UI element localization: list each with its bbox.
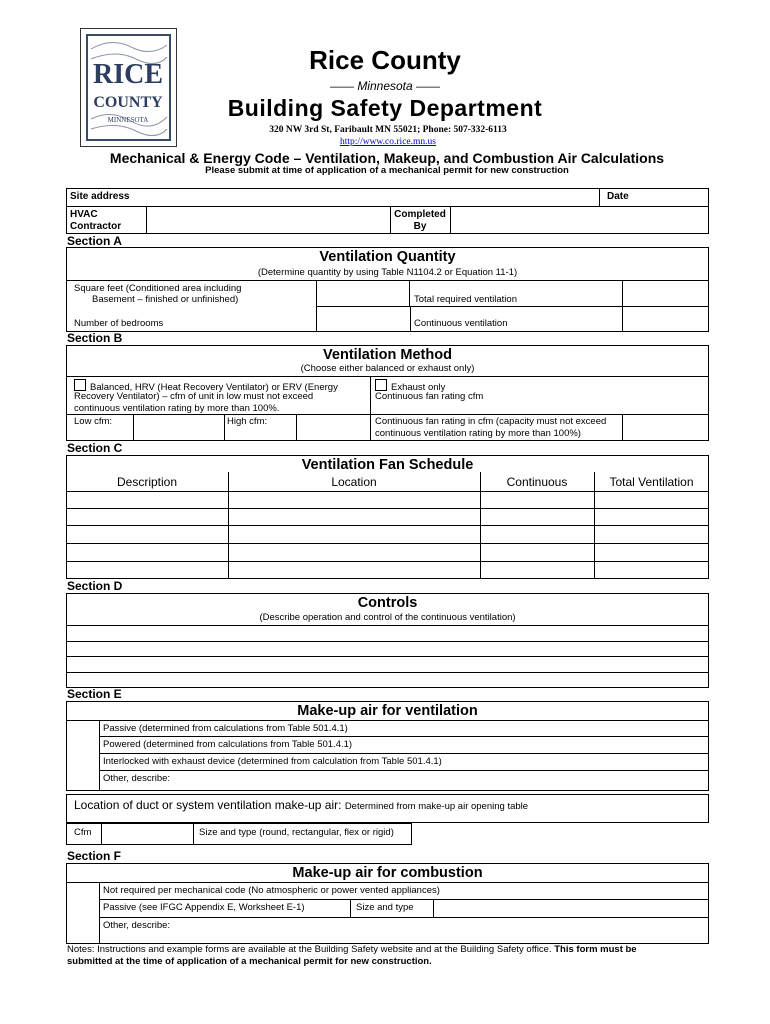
duct-location-field[interactable] bbox=[67, 810, 708, 822]
form-title: Mechanical & Energy Code – Ventilation, Makeup, and Combustion Air Calculations bbox=[109, 150, 665, 166]
passive-option: Passive (determined from calculations from Table 501.4.1) bbox=[103, 723, 348, 734]
table-row[interactable] bbox=[67, 492, 708, 508]
powered-option: Powered (determined from calculations from Table 501.4.1) bbox=[103, 739, 353, 750]
continuous-vent-label: Continuous ventilation bbox=[414, 318, 508, 329]
section-b-title: Ventilation Method bbox=[323, 347, 452, 363]
section-d-label: Section D bbox=[67, 579, 123, 593]
duct-location-note: Determined from make-up air opening table bbox=[344, 801, 529, 812]
interlocked-option: Interlocked with exhaust device (determined from calculation from Table 501.4.1) bbox=[103, 756, 442, 767]
section-a-title: Ventilation Quantity bbox=[319, 249, 456, 265]
section-a-note: (Determine quantity by using Table N1104.2 or Equation 11-1) bbox=[257, 267, 518, 278]
size-type-label: Size and type (round, rectangular, flex or rigid) bbox=[199, 827, 394, 838]
section-c-label: Section C bbox=[67, 441, 123, 455]
controls-description-field[interactable] bbox=[67, 626, 708, 687]
section-e-label: Section E bbox=[67, 687, 122, 701]
completed-by-field[interactable] bbox=[451, 207, 708, 233]
section-d-title: Controls bbox=[357, 595, 418, 611]
section-b-label: Section B bbox=[67, 331, 123, 345]
svg-text:RICE: RICE bbox=[92, 59, 164, 90]
county-seal-icon bbox=[81, 29, 176, 146]
passive-checkbox-cell[interactable] bbox=[67, 721, 98, 736]
county-logo bbox=[80, 28, 177, 147]
total-required-field[interactable] bbox=[622, 281, 709, 307]
by-label: By bbox=[413, 221, 427, 232]
table-row[interactable] bbox=[67, 544, 708, 561]
fan-rating-text-2: continuous ventilation rating by more than 100%) bbox=[375, 428, 581, 439]
website-link[interactable]: http://www.co.rice.mn.us bbox=[340, 137, 436, 147]
sqft-field[interactable] bbox=[316, 281, 410, 307]
department-address: 320 NW 3rd St, Faribault MN 55021; Phone: 507-332-6113 bbox=[269, 125, 507, 135]
date-label: Date bbox=[607, 191, 629, 202]
section-c-title: Ventilation Fan Schedule bbox=[301, 457, 474, 473]
county-name: Rice County bbox=[309, 45, 461, 75]
low-cfm-label: Low cfm: bbox=[74, 416, 113, 427]
other-combustion-field[interactable] bbox=[180, 918, 708, 943]
completed-label: Completed bbox=[394, 209, 446, 220]
section-f-title: Make-up air for combustion bbox=[292, 865, 483, 881]
exhaust-checkbox[interactable] bbox=[375, 379, 387, 391]
not-required-checkbox-cell[interactable] bbox=[67, 883, 98, 899]
contractor-label: Contractor bbox=[70, 221, 122, 232]
low-cfm-field[interactable] bbox=[134, 415, 223, 440]
notes-bold-1: This form must be bbox=[554, 944, 637, 955]
section-d-note: (Describe operation and control of the continuous ventilation) bbox=[259, 612, 516, 623]
notes-bold-2: submitted at the time of application of a mechanical permit for new construction. bbox=[67, 956, 432, 967]
state-label: Minnesota bbox=[357, 79, 413, 93]
site-address-label: Site address bbox=[70, 191, 130, 202]
svg-text:MINNESOTA: MINNESOTA bbox=[107, 116, 149, 124]
continuous-vent-field[interactable] bbox=[623, 307, 708, 331]
state-name bbox=[230, 79, 540, 93]
passive-combustion-option: Passive (see IFGC Appendix E, Worksheet E-1) bbox=[103, 902, 305, 913]
other-combustion-checkbox-cell[interactable] bbox=[67, 918, 98, 943]
exhaust-fan-rating-label: Continuous fan rating cfm bbox=[375, 391, 484, 402]
section-b-note: (Choose either balanced or exhaust only) bbox=[300, 363, 475, 374]
balanced-text-2: Recovery Ventilator) – cfm of unit in low must not exceed bbox=[74, 391, 314, 402]
high-cfm-label: High cfm: bbox=[227, 416, 268, 427]
balanced-checkbox[interactable] bbox=[74, 379, 86, 391]
site-address-field[interactable] bbox=[140, 189, 595, 205]
passive-combustion-checkbox-cell[interactable] bbox=[67, 900, 98, 917]
not-required-option: Not required per mechanical code (No atmospheric or power vented appliances) bbox=[103, 885, 440, 896]
table-row[interactable] bbox=[67, 509, 708, 525]
cfm-label: Cfm bbox=[74, 827, 92, 838]
other-describe-field[interactable] bbox=[180, 771, 708, 790]
website-link-wrap bbox=[200, 137, 576, 147]
hvac-label: HVAC bbox=[70, 209, 98, 220]
footer-notes bbox=[67, 944, 707, 956]
section-a-label: Section A bbox=[67, 234, 122, 248]
rule-left: —— bbox=[329, 79, 354, 93]
svg-text:COUNTY: COUNTY bbox=[93, 94, 163, 111]
combustion-size-type-field[interactable] bbox=[434, 900, 708, 917]
column-header-location: Location bbox=[331, 475, 377, 489]
balanced-text-1: Balanced, HRV (Heat Recovery Ventilator) or ERV (Energy bbox=[90, 382, 338, 393]
column-header-total-ventilation: Total Ventilation bbox=[609, 475, 694, 489]
bedrooms-field[interactable] bbox=[317, 307, 409, 331]
section-f-label: Section F bbox=[67, 849, 122, 863]
balanced-text-3: continuous ventilation rating by more than 100%. bbox=[74, 403, 280, 414]
rule-right: —— bbox=[416, 79, 441, 93]
table-row[interactable] bbox=[67, 526, 708, 543]
other-checkbox-cell[interactable] bbox=[67, 771, 98, 790]
bedrooms-label: Number of bedrooms bbox=[74, 318, 164, 329]
hvac-contractor-field[interactable] bbox=[147, 207, 389, 233]
column-header-continuous: Continuous bbox=[506, 475, 568, 489]
combustion-size-type-label: Size and type bbox=[356, 902, 414, 913]
high-cfm-field[interactable] bbox=[297, 415, 369, 440]
powered-checkbox-cell[interactable] bbox=[67, 737, 98, 753]
total-required-label: Total required ventilation bbox=[414, 294, 517, 305]
section-e-title: Make-up air for ventilation bbox=[297, 703, 478, 719]
fan-rating-field[interactable] bbox=[623, 415, 708, 440]
other-combustion-option: Other, describe: bbox=[103, 920, 171, 931]
interlocked-checkbox-cell[interactable] bbox=[67, 754, 98, 770]
sqft-label-2: Basement – finished or unfinished) bbox=[92, 294, 239, 305]
table-row[interactable] bbox=[67, 562, 708, 578]
department-name: Building Safety Department bbox=[227, 95, 543, 121]
form-subtitle: Please submit at time of application of a mechanical permit for new construction bbox=[205, 165, 569, 176]
notes-text: Notes: Instructions and example forms are available at the Building Safety website and at the Building Safety office. bbox=[67, 944, 552, 955]
fan-rating-text-1: Continuous fan rating in cfm (capacity must not exceed bbox=[375, 416, 607, 427]
sqft-label-1: Square feet (Conditioned area including bbox=[74, 283, 242, 294]
cfm-field[interactable] bbox=[102, 824, 192, 844]
other-option: Other, describe: bbox=[103, 773, 171, 784]
exhaust-text: Exhaust only bbox=[391, 382, 446, 393]
column-header-description: Description bbox=[116, 475, 178, 489]
duct-location-text: Location of duct or system ventilation make-up air: bbox=[74, 798, 342, 812]
